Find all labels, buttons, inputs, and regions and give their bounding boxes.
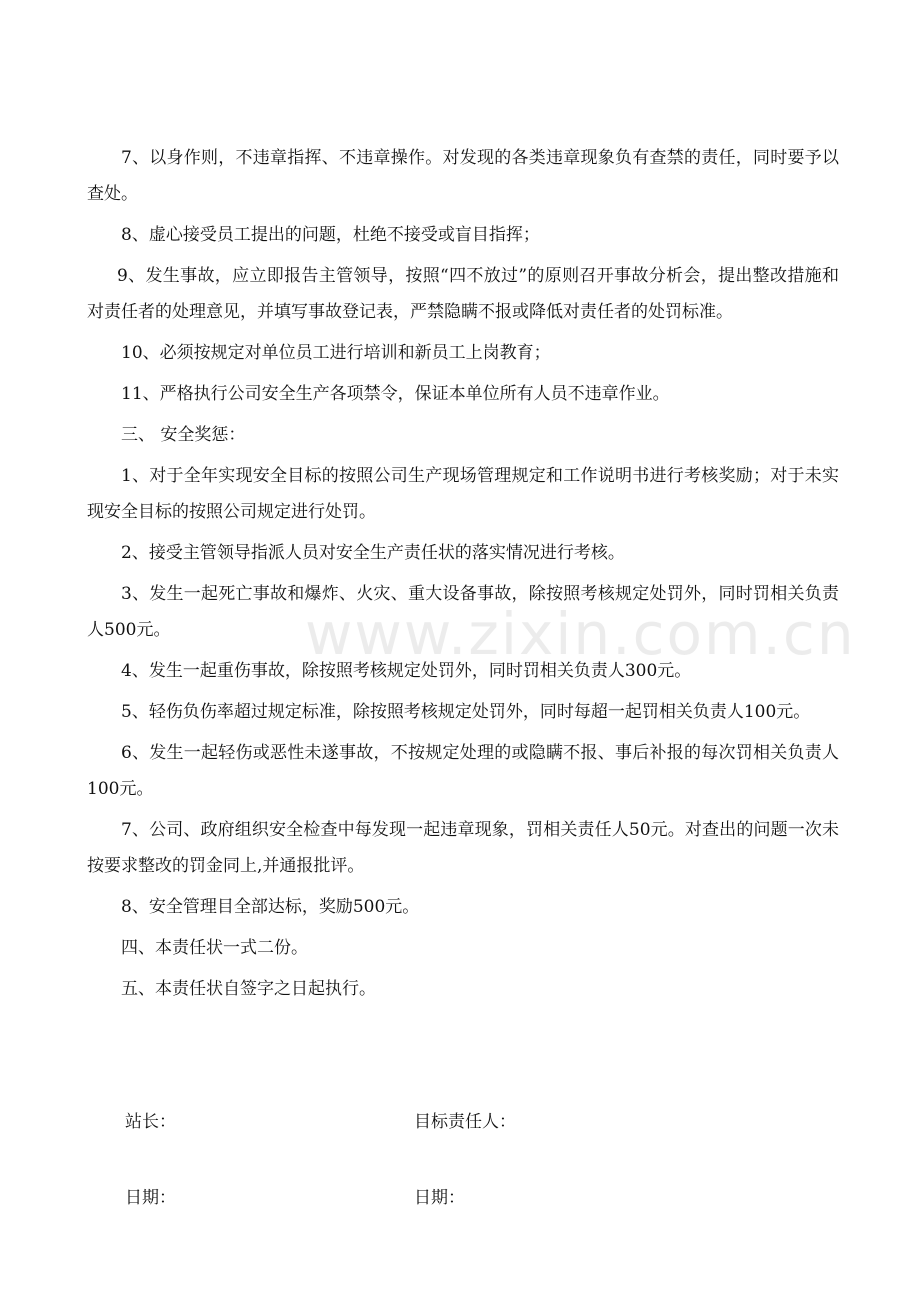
paragraph-reward-6: 6、发生一起轻伤或恶性未遂事故，不按规定处理的或隐瞒不报、事后补报的每次罚相关负责人100元。 [87,743,839,799]
paragraph-reward-3: 3、发生一起死亡事故和爆炸、火灾、重大设备事故，除按照考核规定处罚外，同时罚相关负责人500元。 [87,584,839,640]
watermark-text: www.zixin.com.cn [305,600,856,668]
paragraph-reward-1: 1、对于全年实现安全目标的按照公司生产现场管理规定和工作说明书进行考核奖励；对于未实现安全目标的按照公司规定进行处罚。 [87,466,839,522]
section-heading-rewards-penalties: 三、 安全奖惩： [121,425,246,445]
date-left-label: 日期： [125,1188,176,1208]
document-body [87,140,839,1012]
paragraph-reward-5: 5、轻伤负伤率超过规定标准，除按照考核规定处罚外，同时每超一起罚相关负责人100元。 [121,702,811,722]
station-head-label: 站长： [125,1112,176,1132]
paragraph-duty-10: 10、必须按规定对单位员工进行培训和新员工上岗教育； [121,343,551,363]
paragraph-reward-8: 8、安全管理目全部达标，奖励500元。 [121,897,420,917]
paragraph-duty-11: 11、严格执行公司安全生产各项禁令，保证本单位所有人员不违章作业。 [121,384,670,404]
paragraph-reward-4: 4、发生一起重伤事故，除按照考核规定处罚外，同时罚相关负责人300元。 [121,661,692,681]
paragraph-duty-9: 9、发生事故，应立即报告主管领导，按照“四不放过”的原则召开事故分析会，提出整改措施和对责任者的处理意见，并填写事故登记表，严禁隐瞒不报或降低对责任者的处罚标准。 [87,266,839,322]
section-copies: 四、本责任状一式二份。 [121,938,308,958]
section-effective-date: 五、本责任状自签字之日起执行。 [121,979,376,999]
paragraph-duty-8: 8、虚心接受员工提出的问题，杜绝不接受或盲目指挥； [121,225,540,245]
paragraph-reward-2: 2、接受主管领导指派人员对安全生产责任状的落实情况进行考核。 [121,543,625,563]
paragraph-duty-7: 7、以身作则，不违章指挥、不违章操作。对发现的各类违章现象负有查禁的责任，同时要予以查处。 [87,148,839,204]
date-right-label: 日期： [414,1188,465,1208]
paragraph-reward-7: 7、公司、政府组织安全检查中每发现一起违章现象，罚相关责任人50元。对查出的问题一次未按要求整改的罚金同上,并通报批评。 [87,820,839,876]
target-person-label: 目标责任人： [414,1112,516,1132]
